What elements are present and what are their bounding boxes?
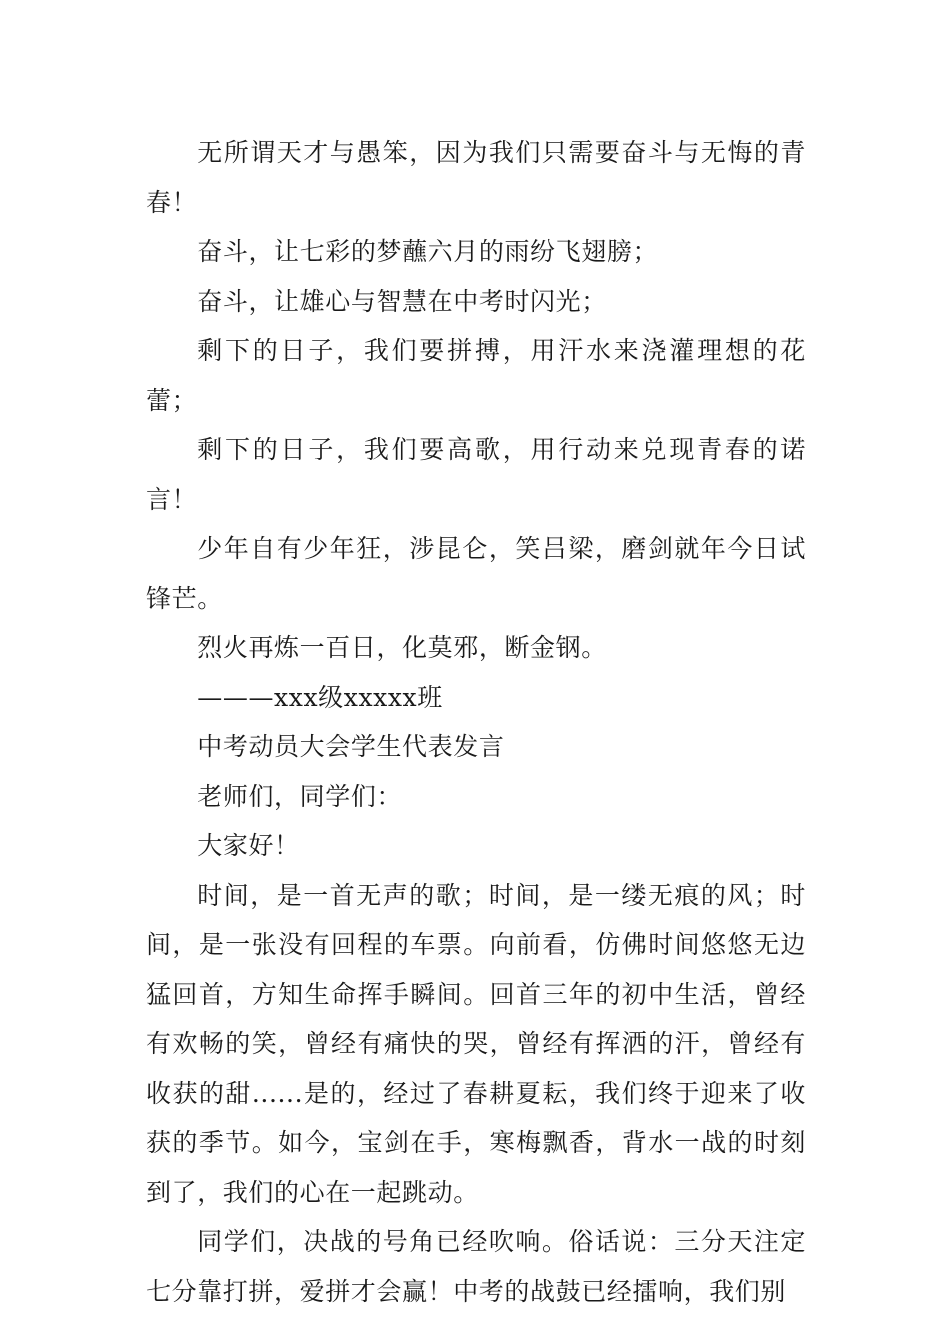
paragraph-7: 烈火再炼一百日，化莫邪，断金钢。 <box>197 633 607 662</box>
class-signature: ———xxx级xxxxx班 <box>197 682 443 712</box>
paragraph-1: 无所谓天才与愚笨，因为我们只需要奋斗与无悔的青春！ <box>146 138 806 217</box>
paragraph-5: 剩下的日子，我们要高歌，用行动来兑现青春的诺言！ <box>146 435 806 514</box>
greeting: 大家好！ <box>197 831 300 860</box>
paragraph-3: 奋斗，让雄心与智慧在中考时闪光； <box>197 286 607 316</box>
section-title: 中考动员大会学生代表发言 <box>197 732 505 761</box>
salutation: 老师们，同学们： <box>197 781 403 811</box>
document-page <box>146 128 806 1316</box>
paragraph-time: 时间，是一首无声的歌；时间，是一缕无痕的风；时间，是一张没有回程的车票。向前看，仿佛时间悠悠无边猛回首，方知生命挥手瞬间。回首三年的初中生活，曾经有欢畅的笑，曾经有痛快的哭，曾经有挥洒的汗，曾经有收获的甜......是的，经过了春耕夏耘，我们终于迎来了收获的季节。如今，宝剑在手，寒梅飘香，背水一战的时刻到了，我们的心在一起跳动。 <box>146 880 806 1207</box>
paragraph-2: 奋斗，让七彩的梦蘸六月的雨纷飞翅膀； <box>197 237 659 266</box>
paragraph-classmates: 同学们，决战的号角已经吹响。俗话说：三分天注定七分靠打拼，爱拼才会赢！中考的战鼓已经擂响，我们别 <box>146 1227 806 1306</box>
paragraph-6: 少年自有少年狂，涉昆仑，笑吕梁，磨剑就年今日试锋芒。 <box>146 534 806 613</box>
paragraph-4: 剩下的日子，我们要拼搏，用汗水来浇灌理想的花蕾； <box>146 336 806 415</box>
